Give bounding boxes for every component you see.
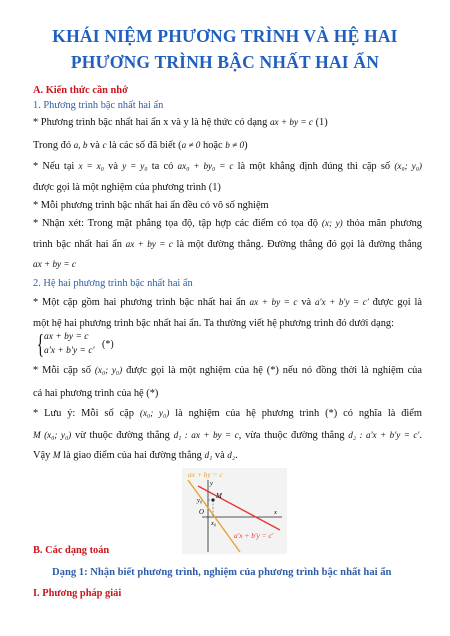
point-m-label: M [216, 492, 222, 500]
system-row-2: a'x + b'y = c' [44, 346, 95, 356]
subsection-1-heading: 1. Phương trình bậc nhất hai ẩn [33, 100, 164, 111]
paragraph-system-def-cont: một hệ hai phương trình bậc nhất hai ẩn. Ta thường viết hệ phương trình đó dưới dạng: [33, 318, 395, 329]
system-tag: (*) [102, 339, 114, 350]
y0-label: y₀ [197, 497, 203, 504]
paragraph-solution-def-cont: được gọi là một nghiệm của phương trình (1) [33, 182, 221, 193]
page-title-line2: PHƯƠNG TRÌNH BẬC NHẤT HAI ẨN [70, 52, 380, 72]
paragraph-remark: * Nhận xét: Trong mặt phẳng tọa độ, tập hợp các điểm có tọa độ (x; y) thỏa mãn phương [33, 218, 423, 229]
equation-system [34, 331, 144, 361]
point-m [211, 498, 214, 501]
paragraph-remark-cont: trình bậc nhất hai ẩn ax + by = c là một đường thẳng. Đường thẳng đó gọi là đường thẳng [33, 239, 422, 250]
brace-glyph: { [36, 329, 45, 359]
paragraph-solution-def: * Nếu tại x = x₀ và y = y₀ ta có ax₀ + by₀ = c là một khẳng định đúng thì cặp số (x₀; y₀) [33, 161, 422, 172]
paragraph-system-solution-cont: cả hai phương trình của hệ (*) [33, 388, 159, 399]
subsection-2-heading: 2. Hệ hai phương trình bậc nhất hai ẩn [33, 278, 193, 289]
line-d2-label: a'x + b'y = c' [234, 531, 274, 540]
method-heading: I. Phương pháp giải [33, 588, 122, 599]
paragraph-note: * Lưu ý: Mỗi số cặp (x₀; y₀) là nghiệm của hệ phương trình (*) có nghĩa là điểm [33, 408, 423, 419]
section-a-heading: A. Kiến thức cần nhớ [33, 85, 128, 96]
x0-label: x₀ [211, 520, 217, 527]
y-axis-label: y [210, 480, 213, 487]
system-row-1: ax + by = c [44, 332, 89, 342]
section-b-heading: B. Các dạng toán [33, 545, 110, 556]
line-d1-label: ax + by = c [188, 470, 223, 479]
intersection-graph [182, 468, 287, 554]
paragraph-definition: * Phương trình bậc nhất hai ẩn x và y là hệ thức có dạng ax + by = c (1) [33, 117, 328, 128]
paragraph-conclusion: Vậy M là giao điểm của hai đường thẳng d₁ và d₂. [33, 450, 238, 461]
x-axis-label: x [274, 509, 277, 516]
paragraph-system-solution: * Mỗi cặp số (x₀; y₀) được gọi là một nghiệm của hệ (*) nếu nó đồng thời là nghiệm của [33, 365, 422, 376]
paragraph-coefficients: Trong đó a, b và c là các số đã biết (a ≠ 0 hoặc b ≠ 0) [33, 140, 248, 151]
paragraph-infinite-solutions: * Mỗi phương trình bậc nhất hai ẩn đều có vô số nghiệm [33, 200, 269, 211]
origin-label: O [199, 509, 204, 516]
page-title-line1: KHÁI NIỆM PHƯƠNG TRÌNH VÀ HỆ HAI [52, 26, 398, 46]
graph-background [182, 468, 287, 554]
paragraph-remark-line: ax + by = c [33, 259, 77, 269]
dang-1-heading: Dạng 1: Nhận biết phương trình, nghiệm của phương trình bậc nhất hai ẩn [52, 567, 392, 578]
paragraph-system-def: * Một cặp gồm hai phương trình bậc nhất hai ẩn ax + by = c và a'x + b'y = c' được gọi là [33, 297, 422, 308]
paragraph-note-cont: M (x₀; y₀) vừ thuộc đường thẳng d₁ : ax + by = c, vừa thuộc đường thẳng d₂ : a'x + b'y = c'. [33, 430, 422, 441]
